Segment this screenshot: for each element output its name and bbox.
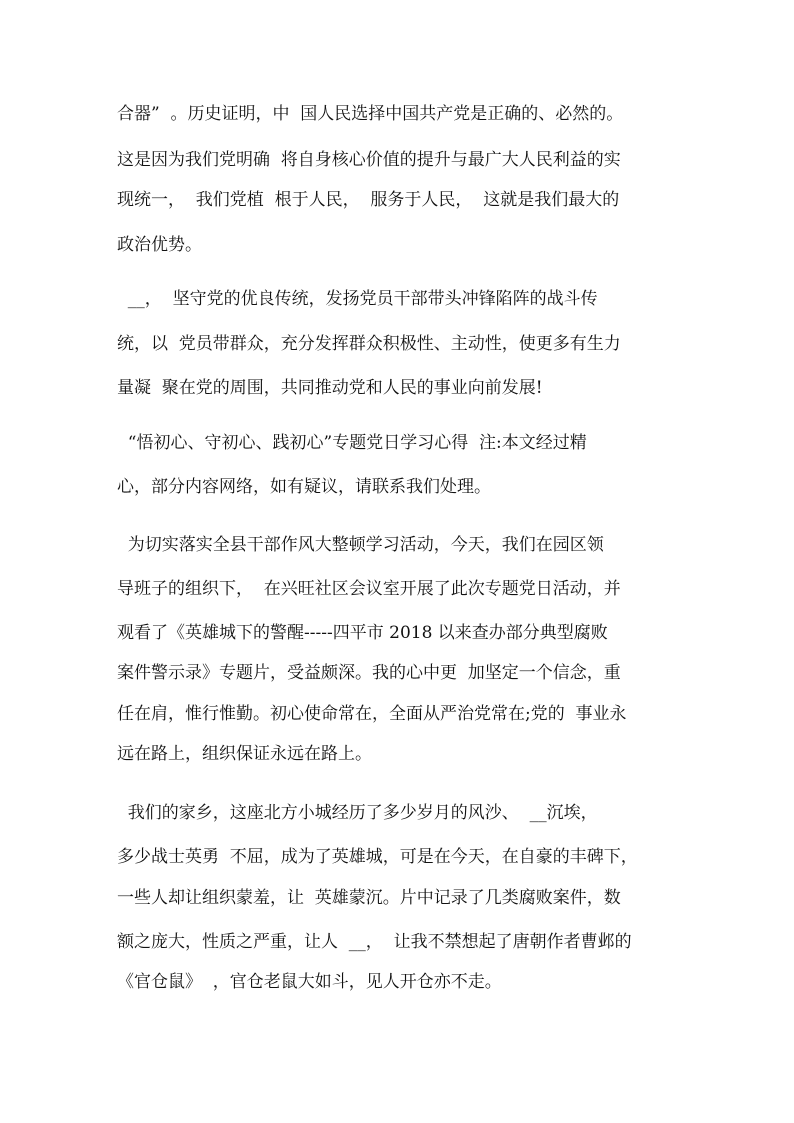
paragraph-line: 任在肩，惟行惟勤。初心使命常在，全面从严治党常在;党的 事业永: [117, 704, 627, 724]
paragraph-line: 统，以 党员带群众，充分发挥群众积极性、主动性，使更多有生力: [117, 334, 621, 354]
paragraph-line: “悟初心、守初心、践初心”专题党日学习心得 注:本文经过精: [117, 433, 587, 453]
paragraph-line: 为切实落实全县干部作风大整顿学习活动，今天，我们在园区领: [117, 535, 604, 555]
paragraph-line: 这是因为我们党明确 将自身核心价值的提升与最广大人民利益的实: [117, 150, 621, 170]
paragraph-line: 心，部分内容网络，如有疑议，请联系我们处理。: [117, 477, 491, 497]
paragraph-line: 我们的家乡，这座北方小城经历了多少岁月的风沙、 __沉埃，: [117, 803, 598, 823]
paragraph-line: 案件警示录》专题片，受益颇深。我的心中更 加坚定一个信念，重: [117, 663, 621, 683]
paragraph-line: 量凝 聚在党的周围，共同推动党和人民的事业向前发展!: [117, 378, 543, 398]
paragraph-line: 政治优势。: [117, 235, 202, 255]
paragraph-line: __， 坚守党的优良传统，发扬党员干部带头冲锋陷阵的战斗传: [117, 289, 598, 309]
paragraph-line: 远在路上，组织保证永远在路上。: [117, 744, 372, 764]
paragraph-line: 额之庞大，性质之严重，让人 __， 让我不禁想起了唐朝作者曹邺的: [117, 932, 632, 952]
paragraph-line: 导班子的组织下， 在兴旺社区会议室开展了此次专题党日活动，并: [117, 579, 621, 599]
paragraph-line: 现统一， 我们党植 根于人民， 服务于人民， 这就是我们最大的: [117, 190, 620, 210]
paragraph-line: 多少战士英勇 不屈，成为了英雄城，可是在今天，在自豪的丰碑下，: [117, 847, 638, 867]
paragraph-line: 《官仓鼠》 ，官仓老鼠大如斗，见人开仓亦不走。: [117, 972, 502, 992]
paragraph-line: 一些人却让组织蒙羞，让 英雄蒙沉。片中记录了几类腐败案件，数: [117, 888, 621, 908]
paragraph-line: 合器” 。历史证明，中 国人民选择中国共产党是正确的、必然的。: [117, 104, 624, 124]
paragraph-line: 观看了《英雄城下的警醒-----四平市 2018 以来查办部分典型腐败: [117, 623, 608, 643]
